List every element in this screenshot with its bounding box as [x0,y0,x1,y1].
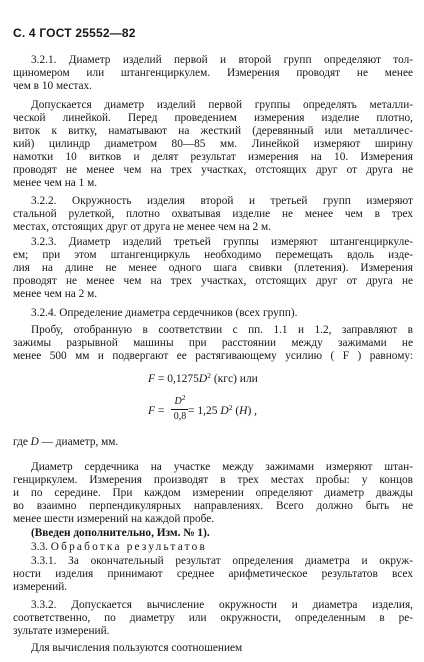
text-line: местах, отстоящих друг от друга не менее чем на 2 м. [13,221,271,233]
text-line: измерений. [13,581,68,593]
fraction-numerator [172,393,188,407]
text-line: менее 500 мм и подвергают ее растягивающему усилию ( F ) равному: [13,350,413,362]
formula-lhs [148,404,164,418]
formula-variable: D [220,405,229,417]
text-line: 3.2.3. Диаметр изделий третьей группы измеряют штангенциркуле- [31,236,413,248]
text-line: лия на длине не менее одного шага свивки (плетения). Измерения [13,262,413,274]
text-line: во взаимно перпендикулярных направлениях. Всего должно быть не [13,500,413,512]
text-line: 3.3.2. Допускается вычисление окружности и диаметра изделия, [31,599,413,611]
text-line: кий) цилиндр диаметром 80—85 мм. Линейкой измеряют ширину [13,138,413,150]
text-line: соответственно, по диаметру или окружности, определенным в ре- [13,612,413,624]
formula-variable: D [30,436,39,448]
where-prefix: где [13,436,31,448]
text-line: ческой линейкой. Перед проведением измерения изделие плотно, [13,112,413,124]
formula-variable: H [239,405,248,417]
section-number: 3.3. [31,541,48,553]
text-line: 3.3.1. За окончательный результат определения диаметра и окруж- [31,555,413,567]
fraction-bar [171,409,188,410]
formula-exponent: 2 [181,393,186,402]
text-line: проводят не менее чем на трех участках, отстоящих друг от друга не [13,164,413,176]
formula-variable: D [198,373,208,385]
text-line [13,436,413,449]
formula-exponent: 2 [207,371,211,380]
formula-text: = 1,25 [188,405,221,417]
text-line: менее шести измерений на каждой пробе. [13,513,215,525]
text-line: намотки 10 витков и делят результат измерения на 10. Измерения [13,151,413,163]
formula-text: = 0,1275 [155,373,199,385]
text-line: виток к витку, наматывают на жесткий (деревянный или металличес- [13,125,413,137]
formula-variable: D [174,396,182,407]
formula-text: ( [232,405,240,417]
text-line: 3.2.2. Окружность изделия второй и третьей групп измеряют [31,195,413,207]
formula-variable: F [148,373,156,385]
where-text: — диаметр, мм. [38,436,119,448]
page-header: С. 4 ГОСТ 25552—82 [13,26,136,40]
text-line: Для вычисления пользуются соотношением [31,642,243,654]
text-line: генциркулем. Измерения производят в трех местах пробы: у концов [13,474,413,486]
text-line: зультате измерений. [13,625,110,637]
text-line: и по середине. При каждом измерении определяют диаметр дважды [13,487,413,499]
formula-exponent: 2 [228,403,233,412]
text-line: щиномером или штангенциркулем. Измерения проводят не менее [13,67,413,79]
text-line: менее чем на 2 м. [13,288,98,300]
formula-rhs [188,404,257,418]
text-line: 3.2.1. Диаметр изделий первой и второй групп определяют тол- [31,54,413,66]
text-line: Диаметр сердечника на участке между зажимами измеряют штан- [31,461,413,473]
text-line: зажимы разрывной машины при расстоянии между зажимами не [13,337,413,349]
text-line: Допускается диаметр изделий первой группы определять металли- [31,99,413,111]
text-line: ем; при этом штангенциркуль необходимо перемещать вдоль изде- [13,249,413,261]
text-line: проводят не менее чем на трех участках, отстоящих друг от друга не [13,275,413,287]
text-line: чем в 10 местах. [13,80,92,92]
formula-variable: F [148,405,156,417]
formula-force-kgf [148,372,258,386]
text-line: стальной рулеткой, плотно охватывая изделие не менее чем в трех [13,208,413,220]
formula-text: = [155,405,165,417]
text-line: Пробу, отобранную в соответствии с пп. 1.1 и 1.2, заправляют в [31,324,413,336]
section-heading [13,541,413,554]
formula-text: (кгс) или [210,373,258,385]
text-line: менее чем на 1 м. [13,177,98,189]
fraction-denominator: 0,8 [173,411,187,422]
text-line: ности изделия принимают среднее арифметическое результатов всех [13,568,413,580]
formula-text: ) , [247,405,258,417]
text-line: 3.2.4. Определение диаметра сердечников (всех групп). [31,307,298,319]
amendment-note: (Введен дополнительно, Изм. № 1). [31,527,210,539]
section-title: Обработка результатов [50,541,207,553]
